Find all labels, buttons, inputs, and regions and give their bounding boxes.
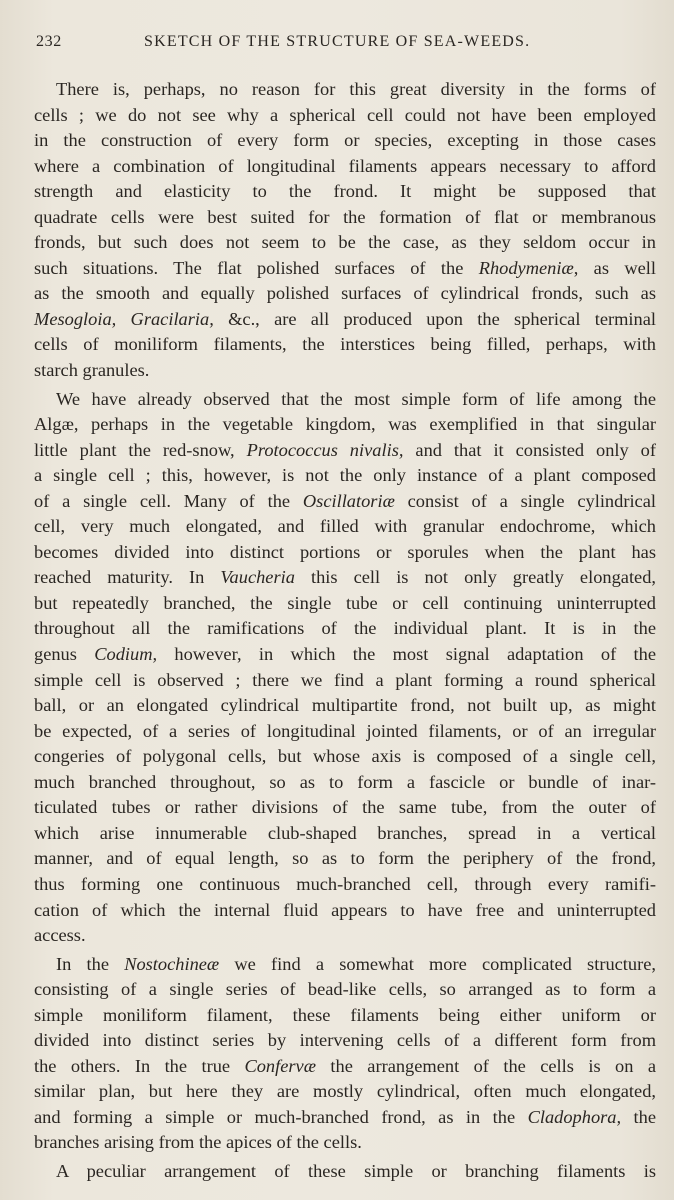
text-run: congeries of polygonal cells, but whose axis is composed of a single cell, — [34, 746, 656, 767]
text-run: cells ; we do not see why a spherical cell could not have been employed — [34, 104, 656, 125]
text-line — [34, 795, 656, 821]
text-run: this cell is not only greatly elongated, — [294, 567, 657, 588]
text-line — [34, 565, 656, 591]
page-header — [36, 28, 654, 52]
text-run: strength and elasticity to the frond. It might be supposed that — [34, 181, 656, 202]
text-run: In the — [56, 953, 125, 974]
text-line — [34, 540, 656, 566]
text-run: starch granules. — [34, 360, 150, 381]
text-line — [34, 387, 656, 413]
text-run: as the smooth and equally polished surfaces of cylindrical fronds, such as — [34, 283, 656, 304]
text-line — [34, 103, 656, 129]
text-line — [34, 1130, 656, 1156]
text-run: however, in which the most signal adaptation of the — [157, 644, 656, 665]
text-line — [34, 872, 656, 898]
text-run: divided into distinct series by intervening cells of a different form from — [34, 1030, 656, 1051]
text-run: thus forming one continuous much-branched cell, through every ramifi- — [34, 873, 656, 894]
text-run: and forming a simple or much-branched frond, as in the — [34, 1106, 528, 1127]
text-run: cell, very much elongated, and filled with granular endochrome, which — [34, 516, 656, 537]
text-run: be expected, of a series of longitudinal jointed filaments, or of an irregular — [34, 720, 656, 741]
italic-term: Nostochineæ — [124, 953, 220, 974]
text-line — [34, 179, 656, 205]
text-run: access. — [34, 925, 86, 946]
text-line — [34, 281, 656, 307]
text-run: cation of which the internal fluid appears to have free and uninterrupted — [34, 899, 656, 920]
text-run: of a single cell. Many of the — [34, 490, 303, 511]
text-line — [34, 668, 656, 694]
italic-term: Rhodymeniæ — [478, 257, 574, 278]
text-run: which arise innumerable club-shaped branches, spread in a vertical — [34, 822, 656, 843]
body-text — [34, 77, 656, 1188]
text-line — [34, 489, 656, 515]
italic-term: Oscillatoriæ — [302, 490, 395, 511]
text-run: ticulated tubes or rather divisions of the same tube, from the outer of — [34, 797, 656, 818]
italic-term: Vaucheria — [220, 567, 295, 588]
text-line — [34, 514, 656, 540]
text-run: consisting of a single series of bead-like cells, so arranged as to form a — [34, 979, 656, 1000]
text-run: genus — [34, 644, 95, 665]
text-run: simple cell is observed ; there we find a plant forming a round spherical — [34, 669, 656, 690]
text-line — [34, 693, 656, 719]
running-title: SKETCH OF THE STRUCTURE OF SEA-WEEDS. — [144, 33, 531, 50]
text-run: There is, perhaps, no reason for this great diversity in the forms of — [56, 79, 656, 99]
text-line — [34, 846, 656, 872]
text-run: quadrate cells were best suited for the formation of flat or membranous — [34, 206, 656, 227]
text-line — [34, 744, 656, 770]
text-run: cells of moniliform filaments, the interstices being filled, perhaps, with — [34, 334, 656, 355]
paragraph — [34, 1159, 656, 1185]
paragraph — [34, 387, 656, 949]
text-line — [34, 1105, 656, 1131]
text-run: in the construction of every form or species, excepting in those cases — [34, 130, 656, 151]
text-run: We have already observed that the most simple form of life among the — [56, 388, 656, 409]
text-run: consist of a single cylindrical — [394, 490, 656, 511]
text-run: Algæ, perhaps in the vegetable kingdom, was exemplified in that singular — [34, 414, 656, 435]
text-run: &c., are all produced upon the spherical terminal — [213, 308, 657, 329]
text-run: fronds, but such does not seem to be the case, as they seldom occur in — [34, 232, 656, 253]
text-line — [34, 977, 656, 1003]
text-line — [34, 128, 656, 154]
text-line — [34, 412, 656, 438]
text-line — [34, 616, 656, 642]
text-line — [34, 1079, 656, 1105]
italic-term: Protococcus nivalis, — [246, 439, 404, 460]
text-line — [34, 923, 656, 949]
text-line — [34, 770, 656, 796]
text-run: ball, or an elongated cylindrical multipartite frond, not built up, as might — [34, 695, 656, 716]
text-line — [34, 1159, 656, 1185]
paragraph — [34, 77, 656, 384]
text-run: simple moniliform filament, these filaments being either uniform or — [34, 1004, 656, 1025]
text-run: we find a somewhat more complicated structure, — [219, 953, 656, 974]
text-line — [34, 591, 656, 617]
text-line — [34, 1054, 656, 1080]
text-line — [34, 898, 656, 924]
text-run: where a combination of longitudinal filaments appears necessary to afford — [34, 155, 656, 176]
text-run: branches arising from the apices of the cells. — [34, 1132, 362, 1153]
text-run: A peculiar arrangement of these simple or branching filaments is — [56, 1160, 656, 1181]
text-line — [34, 205, 656, 231]
text-line — [34, 1028, 656, 1054]
text-run: reached maturity. In — [34, 567, 221, 588]
text-line — [34, 307, 656, 333]
text-line — [34, 1003, 656, 1029]
text-line — [34, 230, 656, 256]
text-run: little plant the red-snow, — [34, 439, 247, 460]
italic-term: Codium, — [94, 644, 158, 665]
text-run: , as well — [573, 257, 656, 278]
text-line — [34, 719, 656, 745]
text-run: similar plan, but here they are mostly cylindrical, often much elongated, — [34, 1081, 656, 1102]
text-run: throughout all the ramifications of the individual plant. It is in the — [34, 618, 656, 639]
text-run: the arrangement of the cells is on a — [315, 1055, 656, 1076]
text-line — [34, 77, 656, 103]
text-run: and that it consisted only of — [403, 439, 656, 460]
text-line — [34, 256, 656, 282]
paragraph — [34, 952, 656, 1156]
text-run: a single cell ; this, however, is not the only instance of a plant composed — [34, 465, 656, 486]
page-number: 232 — [36, 33, 62, 50]
text-run: the others. In the true — [34, 1055, 245, 1076]
text-line — [34, 821, 656, 847]
text-run: but repeatedly branched, the single tube or cell continuing uninterrupted — [34, 592, 656, 613]
text-line — [34, 642, 656, 668]
text-run: much branched throughout, so as to form a fascicle or bundle of inar- — [34, 771, 656, 792]
text-run: manner, and of equal length, so as to form the periphery of the frond, — [34, 848, 656, 869]
text-line — [34, 463, 656, 489]
italic-term: Confervæ — [244, 1055, 316, 1076]
text-line — [34, 438, 656, 464]
text-line — [34, 154, 656, 180]
text-run: becomes divided into distinct portions or sporules when the plant has — [34, 541, 656, 562]
text-line — [34, 332, 656, 358]
text-line — [34, 358, 656, 384]
text-line — [34, 952, 656, 978]
text-run: the — [621, 1106, 656, 1127]
text-run: such situations. The flat polished surfaces of the — [34, 257, 479, 278]
italic-term: Mesogloia, Gracilaria, — [34, 308, 214, 329]
italic-term: Cladophora, — [527, 1106, 622, 1127]
